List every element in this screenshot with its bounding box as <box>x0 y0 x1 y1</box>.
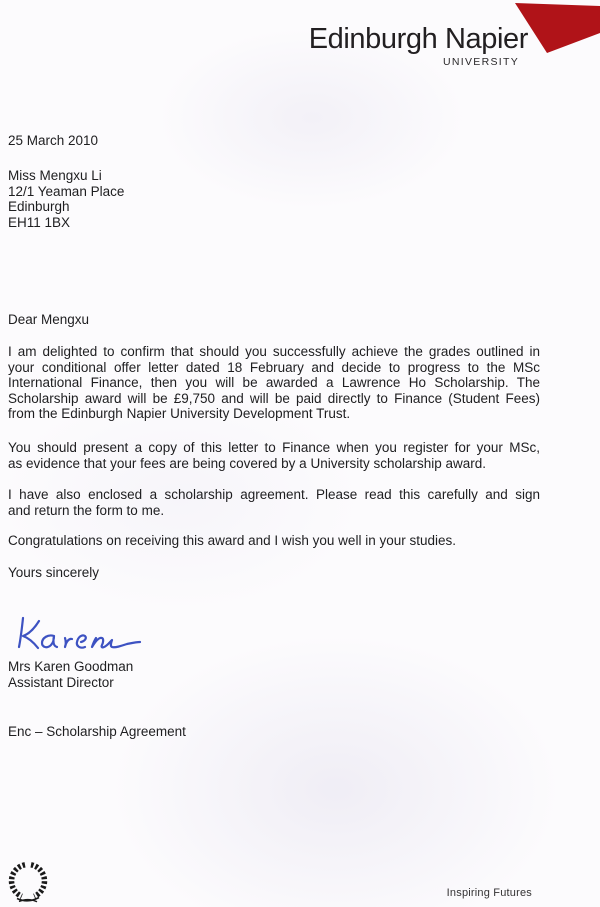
body-paragraph-3 <box>8 487 540 518</box>
salutation: Dear Mengxu <box>8 312 90 327</box>
address-line: Miss Mengxu Li <box>8 168 102 183</box>
body-paragraph-2 <box>8 440 540 471</box>
university-logo <box>309 24 528 68</box>
logo-wordmark: Edinburgh Napier <box>308 23 528 55</box>
laurel-wreath-icon <box>4 856 52 904</box>
signer-title: Assistant Director <box>8 674 114 690</box>
red-triangle-shape <box>515 3 600 53</box>
body-line: and return the form to me. <box>8 502 165 518</box>
address-line: EH11 1BX <box>8 214 71 230</box>
body-line: your conditional offer letter dated 18 February and decide to progress to the MSc <box>8 359 540 375</box>
enclosure-note: Enc – Scholarship Agreement <box>8 724 186 739</box>
recipient-address <box>8 168 540 230</box>
body-line: from the Edinburgh Napier University Development Trust. <box>8 406 351 421</box>
tagline: Inspiring Futures <box>446 887 532 899</box>
signature <box>15 605 150 655</box>
logo-triangle-icon <box>505 0 600 56</box>
body-line: I have also enclosed a scholarship agreement. Please read this carefully and sign <box>8 487 540 502</box>
signer-name: Mrs Karen Goodman <box>8 659 134 674</box>
body-paragraph-4: Congratulations on receiving this award and I wish you well in your studies. <box>8 533 456 548</box>
logo-subtext: UNIVERSITY <box>442 56 519 68</box>
signature-strokes <box>19 618 140 648</box>
body-line: I am delighted to confirm that should you successfully achieve the grades outlined in <box>8 344 540 359</box>
date-line: 25 March 2010 <box>8 133 99 148</box>
body-line: Scholarship award will be £9,750 and will be paid directly to Finance (Student Fees) <box>8 390 540 406</box>
closing: Yours sincerely <box>8 565 100 580</box>
wreath-branches <box>12 865 45 902</box>
address-line: 12/1 Yeaman Place <box>8 183 125 199</box>
body-line: International Finance, then you will be awarded a Lawrence Ho Scholarship. The <box>8 375 540 390</box>
address-line: Edinburgh <box>8 199 70 214</box>
body-line: as evidence that your fees are being covered by a University scholarship award. <box>8 455 487 471</box>
body-line: You should present a copy of this letter to Finance when you register for your MSc, <box>8 440 540 455</box>
body-paragraph-1 <box>8 344 540 422</box>
signer-block <box>8 659 540 690</box>
